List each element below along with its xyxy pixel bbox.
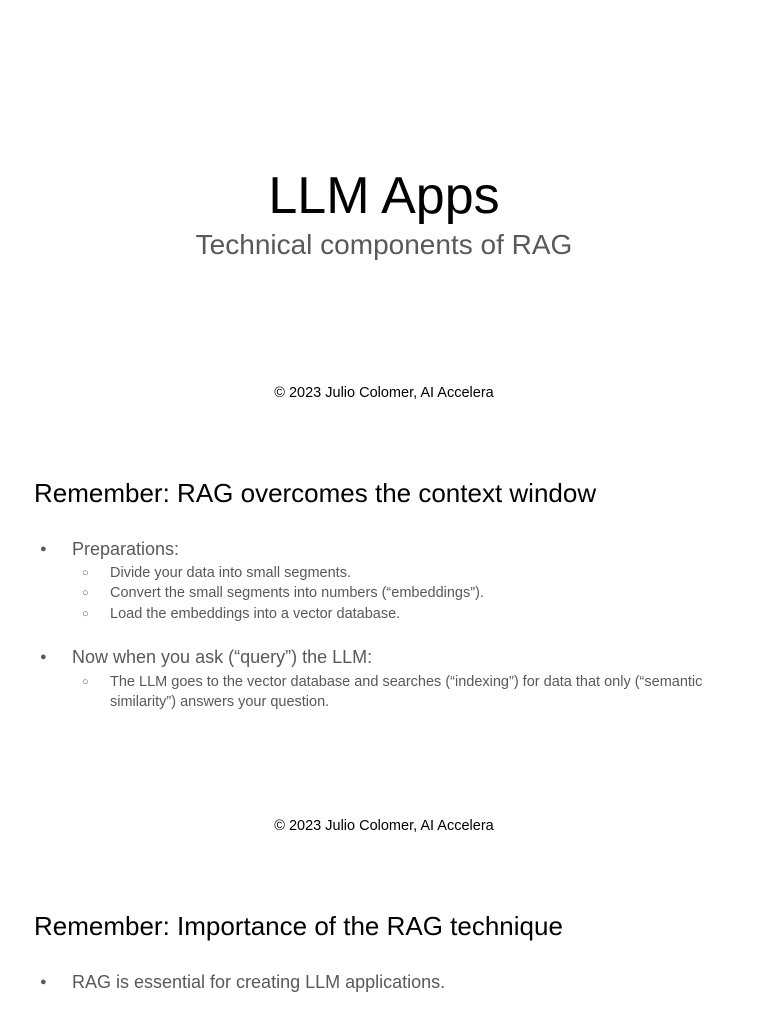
slide-subtitle: Technical components of RAG (195, 229, 573, 260)
sub-bullet-convert: ○ Convert the small segments into numbers (“embeddings”). (110, 583, 730, 603)
slide-heading-importance: Remember: Importance of the RAG technique (34, 911, 563, 941)
copyright-notice: © 2023 Julio Colomer, AI Accelera (274, 818, 494, 834)
slide-title: LLM Apps (268, 167, 500, 225)
sub-bullet-divide: ○ Divide your data into small segments. (110, 563, 730, 583)
bullet-preparations: ● Preparations: (72, 538, 732, 560)
bullet-rag-essential: ● RAG is essential for creating LLM applications. (72, 971, 732, 993)
sub-bullet-load: ○ Load the embeddings into a vector database. (110, 604, 730, 624)
title-slide (0, 0, 768, 433)
bullet-query: ● Now when you ask (“query”) the LLM: (72, 646, 732, 668)
slide-heading-context-window: Remember: RAG overcomes the context window (34, 478, 597, 508)
sub-bullet-llm-search: ○ The LLM goes to the vector database and searches (“indexing”) for data that only (“semantic similarity”) answers your question. (110, 672, 730, 712)
copyright-notice: © 2023 Julio Colomer, AI Accelera (274, 385, 494, 401)
